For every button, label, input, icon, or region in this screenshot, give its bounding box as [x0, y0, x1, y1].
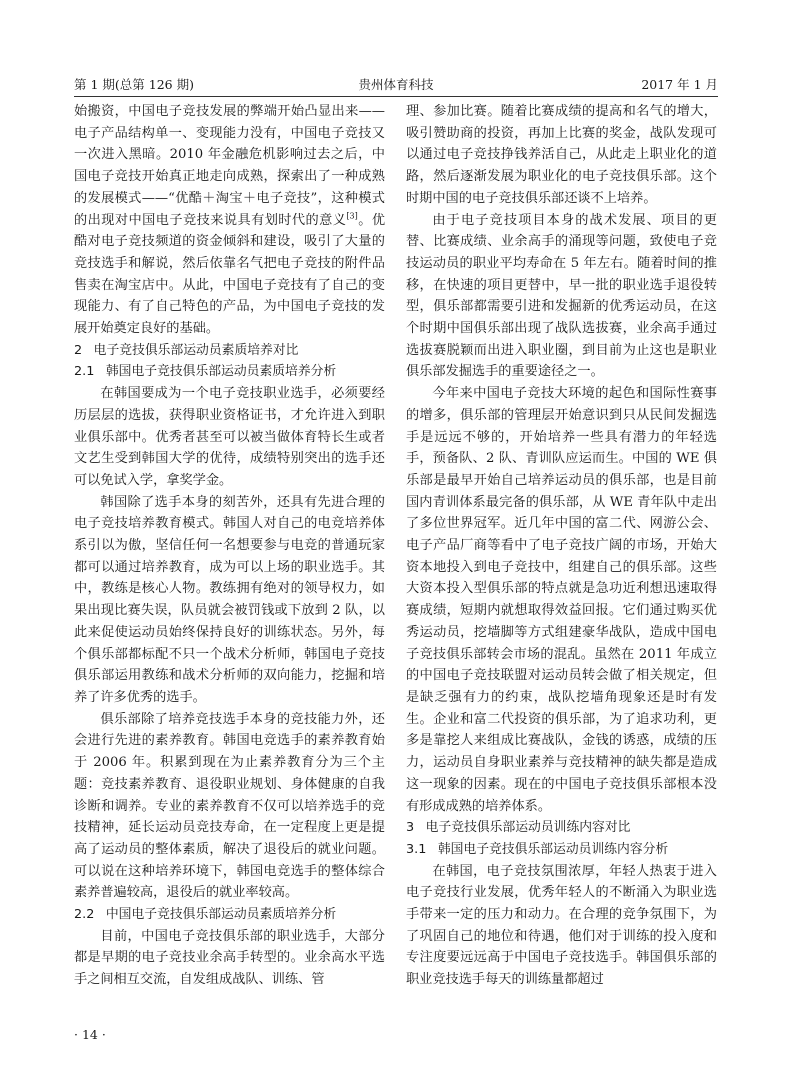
paragraph: 在韩国要成为一个电子竞技职业选手，必须要经历层层的选拔，获得职业资格证书，才允许进入到职业俱乐部中。优秀者甚至可以被当做体育特长生或者文艺生受到韩国大学的优待，成绩特别突出的选手还可以免试入学，拿奖学金。	[74, 386, 385, 488]
paragraph: 俱乐部除了培养竞技选手本身的竞技能力外，还会进行先进的素养教育。韩国电竞选手的素养教育始于 2006 年。积累到现在为止素养教育分为三个主题：竞技素养教育、退役职业规划、身体健康的自我诊断和调养。专业的素养教育不仅可以培养选手的竞技精神，延长运动员竞技寿命，在一定程度上更是提高了运动员的整体素质，解决了退役后的就业问题。可以说在这种培养环境下，韩国电竞选手的整体综合素养普遍较高，退役后的就业率较高。	[74, 711, 385, 901]
section-number: 3	[406, 820, 415, 836]
section-number: 2	[74, 342, 83, 358]
section-heading-3	[406, 817, 717, 839]
header-issue: 第 1 期(总第 126 期)	[74, 77, 194, 92]
section-title: 电子竞技俱乐部运动员素质培养对比	[93, 342, 299, 358]
section-title: 韩国电子竞技俱乐部运动员素质培养分析	[105, 364, 337, 380]
subsection-heading-2-1	[74, 361, 385, 383]
paragraph: 韩国除了选手本身的刻苦外，还具有先进合理的电子竞技培养教育模式。韩国人对自己的电竞培养体系引以为傲，坚信任何一名想要参与电竞的普通玩家都可以通过培养教育，成为可以上场的职业选手。其中，教练是核心人物。教练拥有绝对的领导权力，如果出现比赛失误，队员就会被罚钱或下放到 2 队，以此来促使运动员始终保持良好的训练状态。另外，每个俱乐部都标配不只一个战术分析师，韩国电子竞技俱乐部运用教练和战术分析师的双向能力，挖掘和培养了许多优秀的选手。	[74, 494, 385, 705]
header-rule	[74, 96, 718, 97]
paragraph: 今年来中国电子竞技大环境的起色和国际性赛事的增多，俱乐部的管理层开始意识到只从民间发掘选手是远远不够的，开始培养一些具有潜力的年轻选手，预备队、2 队、青训队应运而生。中国的 WE 俱乐部是最早开始自己培养运动员的俱乐部，也是目前国内青训体系最完备的俱乐部，从 WE 青年队中走出了多位世界冠军。近几年中国的富二代、网游公会、电子产品厂商等看中了电子竞技广阔的市场，开始大资本地投入到电子竞技中，组建自己的俱乐部。这些大资本投入型俱乐部的特点就是急功近利想迅速取得赛成绩，短期内就想取得效益回报。它们通过购买优秀运动员，挖墙脚等方式组建豪华战队，造成中国电子竞技俱乐部转会市场的混乱。虽然在 2011 年成立的中国电子竞技联盟对运动员转会做了相关规定，但是缺乏强有力的约束，战队挖墙角现象还是时有发生。企业和富二代投资的俱乐部，为了追求功利，更多是靠挖人来组成比赛战队，金钱的诱惑，成绩的压力，运动员自身职业素养与竞技精神的缺失都是造成这一现象的因素。现在的中国电子竞技俱乐部根本没有形成成熟的培养体系。	[406, 386, 717, 814]
paragraph: 由于电子竞技项目本身的战术发展、项目的更替、比赛成绩、业余高手的涌现等问题，致使电子竞技运动员的职业平均寿命在 5 年左右。随着时间的推移，在快速的项目更替中，早一批的职业选手退役转型，俱乐部都需要引进和发掘新的优秀运动员，在这个时期中国俱乐部出现了战队选拔赛，业余高手通过选拔赛脱颖而出进入职业圈，到目前为止这也是职业俱乐部发掘选手的重要途径之一。	[406, 212, 717, 380]
running-header	[74, 74, 718, 96]
right-column	[406, 101, 717, 991]
paragraph: 目前，中国电子竞技俱乐部的职业选手，大部分都是早期的电子竞技业余高手转型的。业余高水平选手之间相互交流，自发组成战队、训练、管	[74, 928, 385, 988]
left-column	[74, 101, 385, 991]
paragraph-text: 始搬资，中国电子竞技发展的弊端开始凸显出来——电子产品结构单一、变现能力没有，中国电子竞技又一次进入黑暗。2010 年金融危机影响过去之后，中国电子竞技开始真正地走向成熟，探索出了一种成熟的发展模式——“优酷＋淘宝＋电子竞技”，这种模式的出现对中国电子竞技来说具有划时代的意义	[74, 104, 385, 228]
page-number: · 14 ·	[74, 1027, 106, 1042]
citation-ref: [3]	[346, 211, 358, 221]
section-title: 电子竞技俱乐部运动员训练内容对比	[425, 820, 631, 836]
paragraph-continued	[74, 101, 385, 340]
paragraph-continued: 理、参加比赛。随着比赛成绩的提高和名气的增大，吸引赞助商的投资，再加上比赛的奖金，战队发现可以通过电子竞技挣钱养活自己，从此走上职业化的道路，然后逐渐发展为职业化的电子竞技俱乐部。这个时期中国的电子竞技俱乐部还谈不上培养。	[406, 104, 717, 206]
section-number: 2.1	[74, 364, 95, 380]
header-journal-title: 贵州体育科技	[358, 77, 434, 92]
section-title: 韩国电子竞技俱乐部运动员训练内容分析	[437, 841, 669, 857]
section-title: 中国电子竞技俱乐部运动员素质培养分析	[105, 907, 337, 923]
section-heading-2	[74, 340, 385, 362]
header-date: 2017 年 1 月	[641, 77, 718, 92]
subsection-heading-3-1	[406, 839, 717, 861]
section-number: 3.1	[406, 841, 427, 857]
paragraph: 在韩国，电子竞技氛围浓厚，年轻人热衷于进入电子竞技行业发展，优秀年轻人的不断涌入为职业选手带来一定的压力和动力。在合理的竞争氛围下，为了巩固自己的地位和待遇，他们对于训练的投入度和专注度要远远高于中国电子竞技选手。韩国俱乐部的职业竞技选手每天的训练量都超过	[406, 863, 717, 988]
subsection-heading-2-2	[74, 904, 385, 926]
section-number: 2.2	[74, 907, 95, 923]
paragraph-text: 。优酷对电子竞技频道的资金倾斜和建设，吸引了大量的竞技选手和解说，然后依靠名气把电子竞技的附件品售卖在淘宝店中。从此，中国电子竞技有了自己的变现能力、有了自己特色的产品，为中国电子竞技的发展开始奠定良好的基础。	[74, 212, 386, 337]
